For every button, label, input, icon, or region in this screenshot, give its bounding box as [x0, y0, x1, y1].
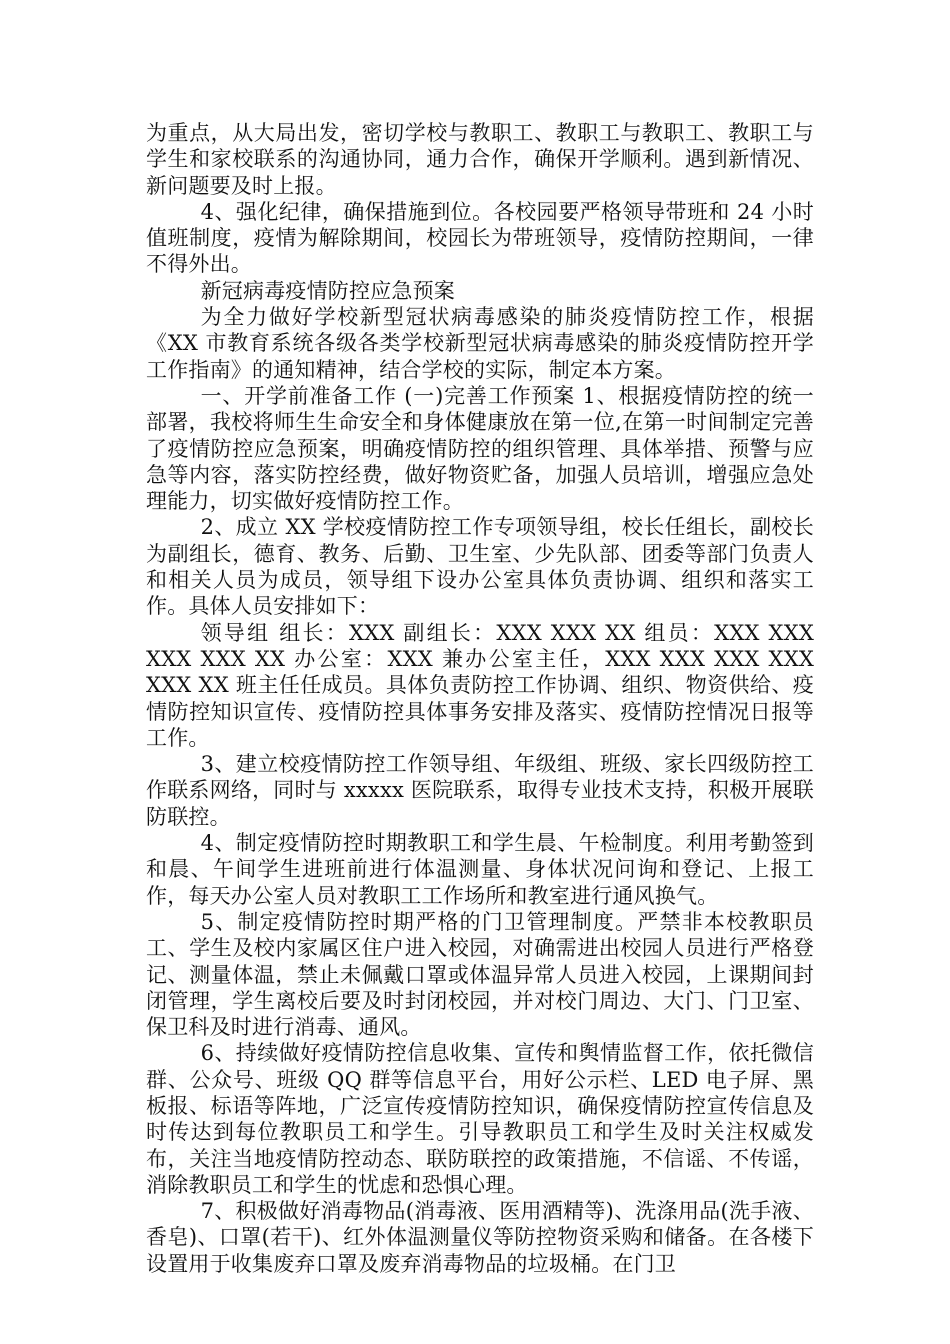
paragraph-discipline: 4、强化纪律，确保措施到位。各校园要严格领导带班和 24 小时值班制度，疫情为解除期间，校园长为带班领导，疫情防控期间，一律不得外出。	[146, 199, 814, 277]
section-heading: 新冠病毒疫情防控应急预案	[200, 278, 455, 303]
paragraph-preparation: 一、开学前准备工作 (一)完善工作预案 1、根据疫情防控的统一部署，我校将师生生命安全和身体健康放在第一位,在第一时间制定完善了疫情防控应急预案，明确疫情防控的组织管理、具体举措、预警与应急等内容，落实防控经费，做好物资贮备，加强人员培训，增强应急处理能力，切实做好疫情防控工作。	[146, 383, 814, 514]
paragraph-continuation: 为重点，从大局出发，密切学校与教职工、教职工与教职工、教职工与学生和家校联系的沟通协同，通力合作，确保开学顺利。遇到新情况、新问题要及时上报。	[146, 121, 814, 198]
paragraph-gate-management: 5、制定疫情防控时期严格的门卫管理制度。严禁非本校教职员工、学生及校内家属区住户进入校园，对确需进出校园人员进行严格登记、测量体温，禁止未佩戴口罩或体温异常人员进入校园，上课期间封闭管理，学生离校后要及时封闭校园，并对校门周边、大门、门卫室、保卫科及时进行消毒、通风。	[146, 909, 814, 1040]
paragraph-network: 3、建立校疫情防控工作领导组、年级组、班级、家长四级防控工作联系网络，同时与 xxxxx 医院联系，取得专业技术支持，积极开展联防联控。	[146, 752, 814, 829]
document-body	[146, 120, 814, 1277]
paragraph-supplies: 7、积极做好消毒物品(消毒液、医用酒精等)、洗涤用品(洗手液、香皂)、口罩(若干)、红外体温测量仪等防控物资采购和储备。在各楼下设置用于收集废弃口罩及废弃消毒物品的垃圾桶。在门卫	[146, 1199, 814, 1276]
paragraph-leadership-group: 2、成立 XX 学校疫情防控工作专项领导组，校长任组长，副校长为副组长，德育、教务、后勤、卫生室、少先队部、团委等部门负责人和相关人员为成员，领导组下设办公室具体负责协调、组织和落实工作。具体人员安排如下：	[146, 515, 814, 619]
paragraph-member-list: 领导组 组长：XXX 副组长：XXX XXX XX 组员：XXX XXX XXX XXX XX 办公室：XXX 兼办公室主任，XXX XXX XXX XXX XXX XX 班主任任成员。具体负责防控工作协调、组织、物资供给、疫情防控知识宣传、疫情防控具体事务安排及落实、疫情防控情况日报等工作。	[146, 620, 814, 750]
paragraph-intro: 为全力做好学校新型冠状病毒感染的肺炎疫情防控工作，根据《XX 市教育系统各级各类学校新型冠状病毒感染的肺炎疫情防控开学工作指南》的通知精神，结合学校的实际，制定本方案。	[146, 305, 814, 382]
paragraph-health-check: 4、制定疫情防控时期教职工和学生晨、午检制度。利用考勤签到和晨、午间学生进班前进行体温测量、身体状况问询和登记、上报工作，每天办公室人员对教职工工作场所和教室进行通风换气。	[146, 831, 814, 908]
paragraph-publicity: 6、持续做好疫情防控信息收集、宣传和舆情监督工作，依托微信群、公众号、班级 QQ 群等信息平台，用好公示栏、LED 电子屏、黑板报、标语等阵地，广泛宣传疫情防控知识，确保疫情防控宣传信息及时传达到每位教职员工和学生。引导教职员工和学生及时关注权威发布，关注当地疫情防控动态、联防联控的政策措施，不信谣、不传谣，消除教职员工和学生的忧虑和恐惧心理。	[146, 1041, 814, 1197]
